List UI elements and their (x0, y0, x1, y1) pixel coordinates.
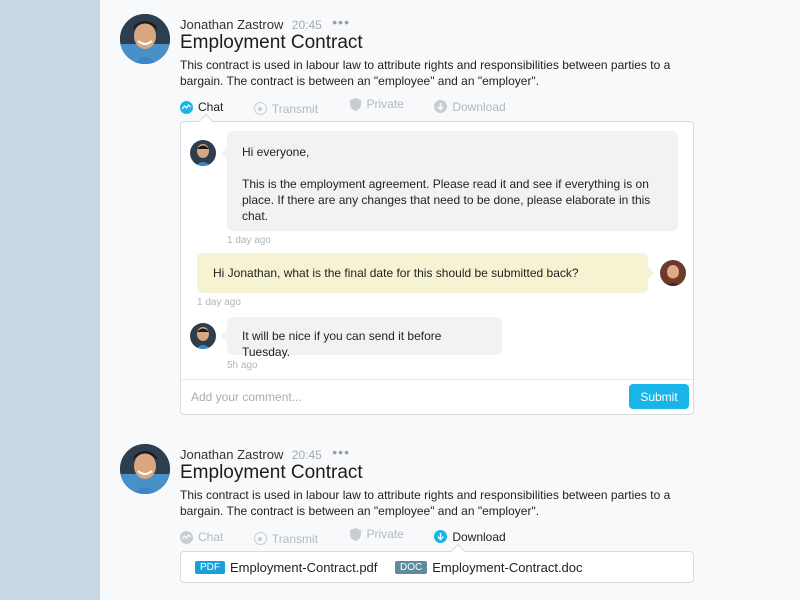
file-item[interactable] (395, 560, 583, 575)
more-options-icon[interactable]: ••• (332, 14, 350, 30)
post-time: 20:45 (291, 448, 322, 462)
shield-icon (349, 528, 362, 541)
message-bubble (227, 317, 502, 359)
post-description: This contract is used in labour law to attribute rights and responsibilities between parties to a bargain. The contract is between an "employee" and an "employer". (180, 58, 671, 88)
file-name[interactable]: Employment-Contract.pdf (230, 560, 378, 575)
tab-label: Private (366, 97, 404, 111)
tab-pointer (451, 544, 465, 558)
message-line: It will be nice if you can send it before Tuesday. (242, 329, 442, 359)
post-description: This contract is used in labour law to attribute rights and responsibilities between parties to a bargain. The contract is between an "employee" and an "employer". (180, 488, 671, 518)
tab-download[interactable] (434, 528, 505, 546)
bubble-tail (648, 267, 654, 279)
feed-panel (100, 0, 800, 600)
message-time: 1 day ago (197, 297, 241, 308)
shield-icon (349, 98, 362, 111)
tab-private[interactable] (349, 95, 404, 113)
avatar[interactable] (190, 140, 216, 166)
tab-label: Private (366, 527, 404, 541)
tab-transmit[interactable] (254, 530, 318, 548)
download-icon (434, 100, 447, 113)
author-avatar[interactable] (120, 444, 170, 494)
tab-label: Chat (198, 530, 224, 544)
tab-private[interactable] (349, 525, 404, 543)
tab-label: Transmit (271, 531, 319, 546)
post-time: 20:45 (291, 18, 322, 32)
author-name[interactable]: Jonathan Zastrow (180, 17, 284, 32)
bubble-tail (221, 330, 227, 342)
submit-button[interactable]: Submit (629, 384, 689, 409)
author-avatar[interactable] (120, 14, 170, 64)
avatar[interactable] (660, 260, 686, 286)
tab-label: Transmit (271, 101, 319, 116)
comment-input[interactable] (191, 390, 591, 404)
message-time: 1 day ago (227, 235, 271, 246)
chat-panel (180, 121, 694, 415)
chat-icon (180, 101, 193, 114)
post (120, 14, 700, 424)
tab-chat[interactable] (180, 528, 223, 546)
post-header (180, 14, 720, 34)
files-panel (180, 551, 694, 583)
broadcast-icon (254, 102, 267, 115)
avatar[interactable] (190, 323, 216, 349)
message-time: 5h ago (227, 360, 258, 371)
doc-badge: DOC (395, 561, 427, 574)
file-name[interactable]: Employment-Contract.doc (432, 560, 583, 575)
download-icon (434, 530, 447, 543)
tab-label: Download (452, 99, 506, 114)
tab-chat[interactable] (180, 98, 223, 116)
post (120, 444, 700, 584)
message-line (242, 160, 663, 176)
tab-transmit[interactable] (254, 100, 318, 118)
tab-label: Chat (198, 100, 224, 114)
tab-label: Download (452, 529, 506, 544)
broadcast-icon (254, 532, 267, 545)
author-name[interactable]: Jonathan Zastrow (180, 447, 284, 462)
pdf-badge: PDF (195, 561, 225, 574)
message-line: Hi Jonathan, what is the final date for this should be submitted back? (213, 266, 579, 280)
tab-download[interactable] (434, 98, 505, 116)
more-options-icon[interactable]: ••• (332, 444, 350, 460)
post-header (180, 444, 720, 464)
chat-icon (180, 531, 193, 544)
tab-pointer (199, 114, 213, 128)
message-bubble (227, 131, 678, 231)
post-title: Employment Contract (180, 462, 363, 483)
post-tabs (180, 525, 532, 545)
comment-composer (181, 379, 693, 414)
bubble-tail (221, 147, 227, 159)
post-tabs (180, 95, 532, 115)
file-item[interactable] (195, 560, 377, 575)
message-bubble (197, 253, 648, 293)
post-title: Employment Contract (180, 32, 363, 53)
message-line: This is the employment agreement. Please read it and see if everything is on place. If there are any changes that need to be done, please elaborate in this chat. (242, 177, 651, 223)
message-line: Hi everyone, (242, 145, 310, 159)
